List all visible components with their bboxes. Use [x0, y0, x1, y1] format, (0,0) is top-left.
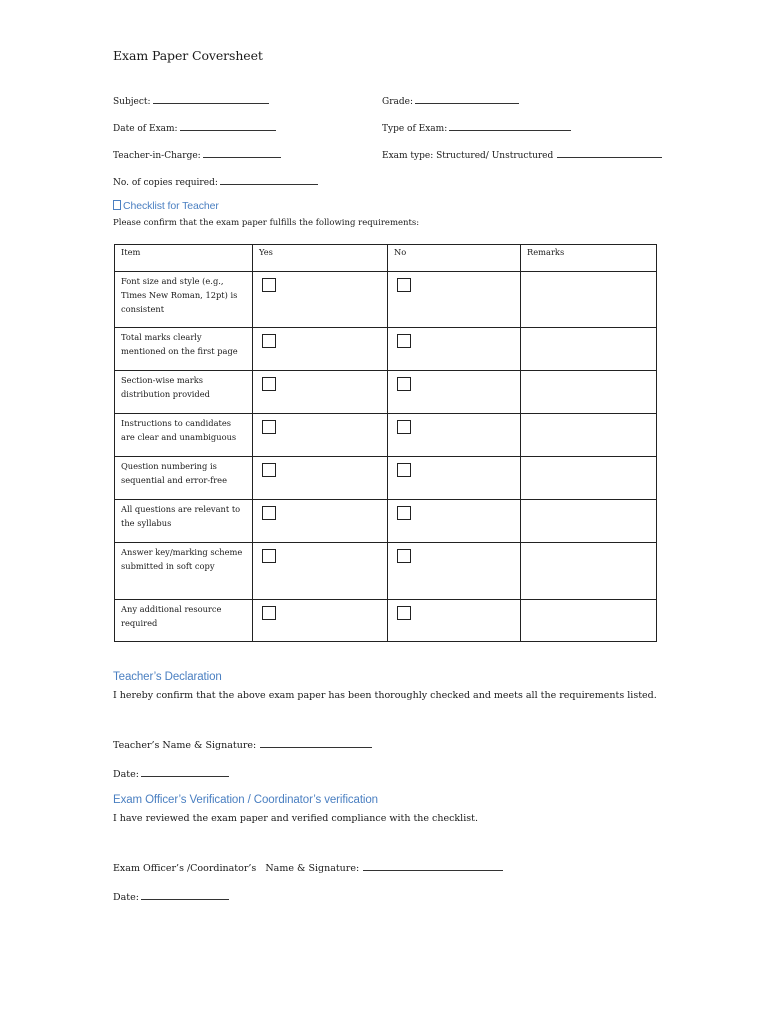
yes-checkbox[interactable] — [262, 278, 276, 292]
checklist-item: Instructions to candidates are clear and unambiguous — [115, 414, 253, 457]
officer-signature-field[interactable] — [113, 861, 503, 874]
copies-field[interactable] — [113, 175, 318, 188]
exam-type-blank[interactable] — [557, 148, 662, 158]
grade-label: Grade: — [382, 97, 413, 107]
date-of-exam-field[interactable] — [113, 121, 276, 134]
teacher-date-label: Date: — [113, 769, 139, 780]
officer-date-label: Date: — [113, 892, 139, 903]
no-cell — [388, 543, 521, 600]
no-checkbox[interactable] — [397, 278, 411, 292]
no-cell — [388, 500, 521, 543]
no-cell — [388, 457, 521, 500]
teacher-signature-field[interactable] — [113, 738, 372, 751]
teacher-in-charge-label: Teacher-in-Charge: — [113, 151, 201, 161]
table-row — [115, 543, 657, 600]
yes-checkbox[interactable] — [262, 506, 276, 520]
table-row — [115, 328, 657, 371]
exam-type-label: Exam type: Structured/ Unstructured — [382, 151, 554, 161]
remarks-cell[interactable] — [521, 543, 657, 600]
checklist-heading-text: Checklist for Teacher — [123, 200, 219, 212]
column-header-yes: Yes — [253, 245, 388, 272]
officer-date-field[interactable] — [113, 890, 229, 903]
remarks-cell[interactable] — [521, 414, 657, 457]
checklist-item: Answer key/marking scheme submitted in soft copy — [115, 543, 253, 600]
column-header-item: Item — [115, 245, 253, 272]
table-row — [115, 371, 657, 414]
teacher-declaration-text: I hereby confirm that the above exam paper has been thoroughly checked and meets all the requirements listed. — [113, 690, 657, 701]
checklist-item: Font size and style (e.g., Times New Roman, 12pt) is consistent — [115, 272, 253, 328]
no-checkbox[interactable] — [397, 463, 411, 477]
no-cell — [388, 414, 521, 457]
subject-label: Subject: — [113, 97, 151, 107]
officer-signature-label: Exam Officer’s /Coordinator’s Name & Signature: — [113, 863, 360, 874]
checklist-item: Total marks clearly mentioned on the first page — [115, 328, 253, 371]
checklist-item: Any additional resource required — [115, 600, 253, 642]
yes-checkbox[interactable] — [262, 463, 276, 477]
yes-cell — [253, 414, 388, 457]
officer-verification-text: I have reviewed the exam paper and verified compliance with the checklist. — [113, 813, 478, 824]
yes-cell — [253, 543, 388, 600]
officer-signature-blank[interactable] — [363, 861, 503, 871]
type-of-exam-field[interactable] — [382, 121, 571, 134]
type-of-exam-label: Type of Exam: — [382, 124, 448, 134]
yes-checkbox[interactable] — [262, 420, 276, 434]
no-checkbox[interactable] — [397, 420, 411, 434]
teacher-in-charge-blank[interactable] — [203, 148, 281, 158]
teacher-date-blank[interactable] — [141, 767, 229, 777]
checklist-icon — [113, 200, 121, 210]
no-checkbox[interactable] — [397, 506, 411, 520]
yes-cell — [253, 328, 388, 371]
no-cell — [388, 371, 521, 414]
checklist-item: Section-wise marks distribution provided — [115, 371, 253, 414]
teacher-signature-blank[interactable] — [260, 738, 372, 748]
exam-type-field[interactable] — [382, 148, 662, 161]
checklist-table — [114, 244, 657, 642]
remarks-cell[interactable] — [521, 600, 657, 642]
table-row — [115, 272, 657, 328]
checklist-instruction: Please confirm that the exam paper fulfills the following requirements: — [113, 218, 420, 228]
yes-cell — [253, 500, 388, 543]
remarks-cell[interactable] — [521, 328, 657, 371]
yes-cell — [253, 600, 388, 642]
column-header-remarks: Remarks — [521, 245, 657, 272]
table-row — [115, 600, 657, 642]
column-header-no: No — [388, 245, 521, 272]
type-of-exam-blank[interactable] — [449, 121, 571, 131]
no-cell — [388, 272, 521, 328]
date-of-exam-blank[interactable] — [180, 121, 276, 131]
no-cell — [388, 328, 521, 371]
remarks-cell[interactable] — [521, 272, 657, 328]
yes-cell — [253, 272, 388, 328]
subject-field[interactable] — [113, 94, 269, 107]
no-checkbox[interactable] — [397, 549, 411, 563]
grade-field[interactable] — [382, 94, 519, 107]
date-of-exam-label: Date of Exam: — [113, 124, 178, 134]
copies-label: No. of copies required: — [113, 178, 218, 188]
no-checkbox[interactable] — [397, 606, 411, 620]
teacher-date-field[interactable] — [113, 767, 229, 780]
yes-checkbox[interactable] — [262, 334, 276, 348]
officer-verification-heading: Exam Officer’s Verification / Coordinator’s verification — [113, 794, 378, 806]
table-row — [115, 500, 657, 543]
remarks-cell[interactable] — [521, 500, 657, 543]
grade-blank[interactable] — [415, 94, 519, 104]
teacher-in-charge-field[interactable] — [113, 148, 281, 161]
no-checkbox[interactable] — [397, 377, 411, 391]
table-row — [115, 414, 657, 457]
remarks-cell[interactable] — [521, 371, 657, 414]
teacher-declaration-heading: Teacher’s Declaration — [113, 671, 222, 683]
yes-cell — [253, 457, 388, 500]
page-title: Exam Paper Coversheet — [113, 48, 263, 63]
teacher-signature-label: Teacher’s Name & Signature: — [113, 740, 257, 751]
yes-checkbox[interactable] — [262, 549, 276, 563]
subject-blank[interactable] — [153, 94, 269, 104]
yes-checkbox[interactable] — [262, 606, 276, 620]
checklist-heading — [113, 200, 219, 212]
no-cell — [388, 600, 521, 642]
checklist-item: All questions are relevant to the syllabus — [115, 500, 253, 543]
yes-cell — [253, 371, 388, 414]
officer-date-blank[interactable] — [141, 890, 229, 900]
table-row — [115, 457, 657, 500]
copies-blank[interactable] — [220, 175, 318, 185]
yes-checkbox[interactable] — [262, 377, 276, 391]
no-checkbox[interactable] — [397, 334, 411, 348]
remarks-cell[interactable] — [521, 457, 657, 500]
table-header-row — [115, 245, 657, 272]
checklist-item: Question numbering is sequential and error-free — [115, 457, 253, 500]
